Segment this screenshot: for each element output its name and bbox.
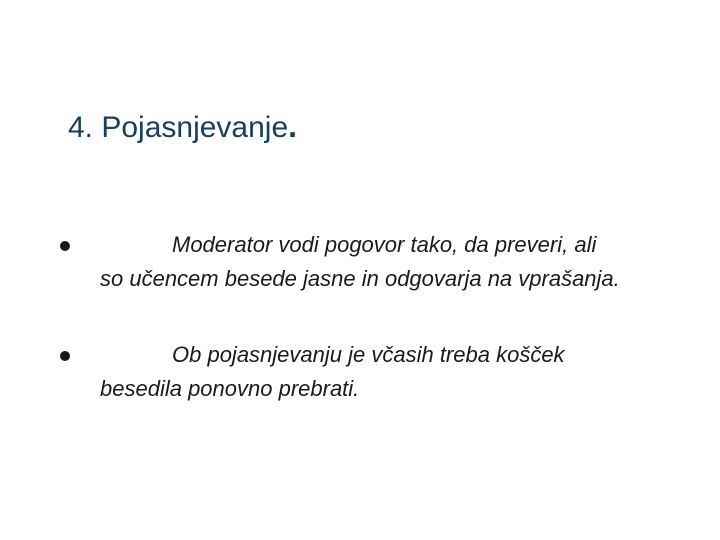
bullet-dot-icon [60, 241, 70, 251]
bullet-text: Moderator vodi pogovor tako, da preveri, ali so učencem besede jasne in odgovarja na vprašanja. [100, 232, 620, 291]
bullet-dot-icon [60, 351, 70, 361]
slide-title-dot: . [288, 108, 298, 144]
slide-title-text: 4. Pojasnjevanje [68, 111, 289, 144]
bullet-text: Ob pojasnjevanju je včasih treba košček besedila ponovno prebrati. [100, 342, 565, 401]
